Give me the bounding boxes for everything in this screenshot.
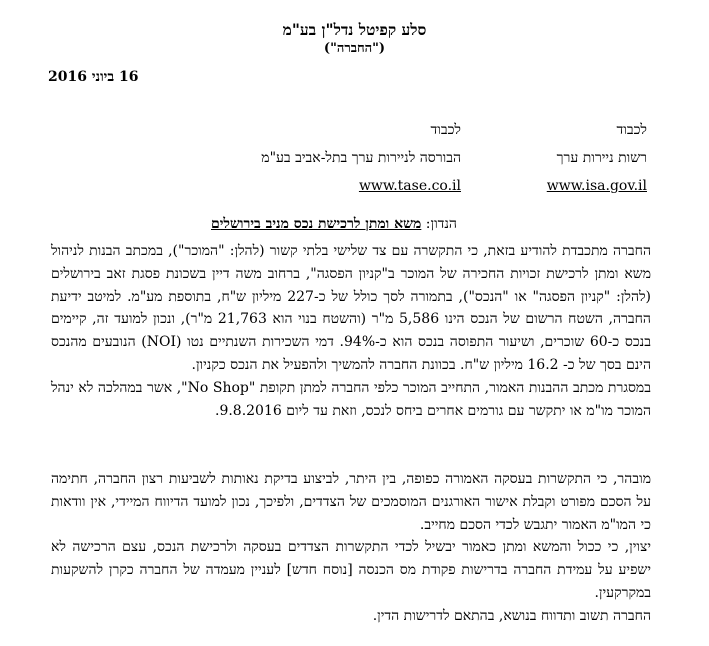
recipient-tase-url[interactable]: www.tase.co.il <box>358 178 461 194</box>
company-alias: ("החברה") <box>323 41 386 56</box>
recipient-isa-url[interactable]: www.isa.gov.il <box>546 178 647 194</box>
recipient-isa <box>547 121 647 205</box>
paragraph-no-shop: במסגרת מכתב ההבנות האמור, התחייב המוכר כלפי החברה למתן תקופת "No Shop", אשר במהלכה לא ינהל המוכר מו"מ או יתקשר עם גורמים אחרים ביחס לנכס, וזאת עד ליום 9.8.2016. <box>51 379 651 419</box>
body-section-notes <box>51 468 651 628</box>
recipient-tase-name: הבורסה לניירות ערך בתל-אביב בע"מ <box>261 150 461 166</box>
paragraph-closing: החברה תשוב ותדווח בנושא, בהתאם לדרישות הדין. <box>372 607 651 624</box>
subject-line <box>211 215 457 233</box>
subject-label: הנדון: <box>425 216 457 232</box>
subject-text: משא ומתן לרכישת נכס מניב בירושלים <box>211 216 422 232</box>
recipient-isa-name: רשות ניירות ערך <box>556 150 647 166</box>
recipient-isa-to: לכבוד <box>616 122 647 138</box>
paragraph-tax-status: יצוין, כי ככול והמשא ומתן כאמור יבשיל לכדי התקשרות הצדדים בעסקה ולרכישת הנכס, עצם הרכישה לא ישפיע על עמידת החברה בדרישות פקודת מס הכנסה [נוסח חדש] לעניין מעמדה של החברה כקרן להשקעות במקרקעין. <box>51 539 651 601</box>
paragraph-announcement: החברה מתכבדת להודיע בזאת, כי התקשרה עם צד שלישי בלתי קשור (להלן: "המוכר"), במכתב הבנות לניהול משא ומתן לרכישת זכויות החכירה של המוכר ב"קניון הפסגה", ברחוב משה דיין בשכונת פסגת זאב בירושלים (להלן: "קניון הפסגה" או "הנכס"), בתמורה לסך כולל של כ-227 מיליון ש"ח, בתוספת מע"מ. למיטב ידיעת החברה, השטח הרשום של הנכס הינו 5,586 מ"ר (והשטח בנוי הוא 21,763 מ"ר), ונכון למועד זה, קיימים בנכס כ-60 שוכרים, ושיעור התפוסה בנכס הוא כ-94%. דמי השכירות השנתיים נטו (NOI) הנובעים מהנכס הינם בסך של כ- 16.2 מיליון ש"ח. בכוונת החברה להמשיך ולהפעיל את הנכס כקניון. <box>51 243 652 373</box>
recipient-tase-to: לכבוד <box>430 122 461 138</box>
body-section-main <box>51 240 651 422</box>
company-name: סלע קפיטל נדל"ן בע"מ <box>282 20 427 39</box>
recipient-tase <box>261 121 461 205</box>
letter-date: 16 ביוני 2016 <box>48 69 139 85</box>
paragraph-clarification: מובהר, כי התקשרות בעסקה האמורה כפופה, בין היתר, לביצוע בדיקת נאותות לשביעות רצון החברה, חתימה על הסכם מפורט וקבלת אישור האורגנים המוסמכים של הצדדים, ולפיכך, נכון למועד הדיווח המיידי, אין וודאות כי המו"מ האמור יתגבש לכדי הסכם מחייב. <box>51 471 651 533</box>
